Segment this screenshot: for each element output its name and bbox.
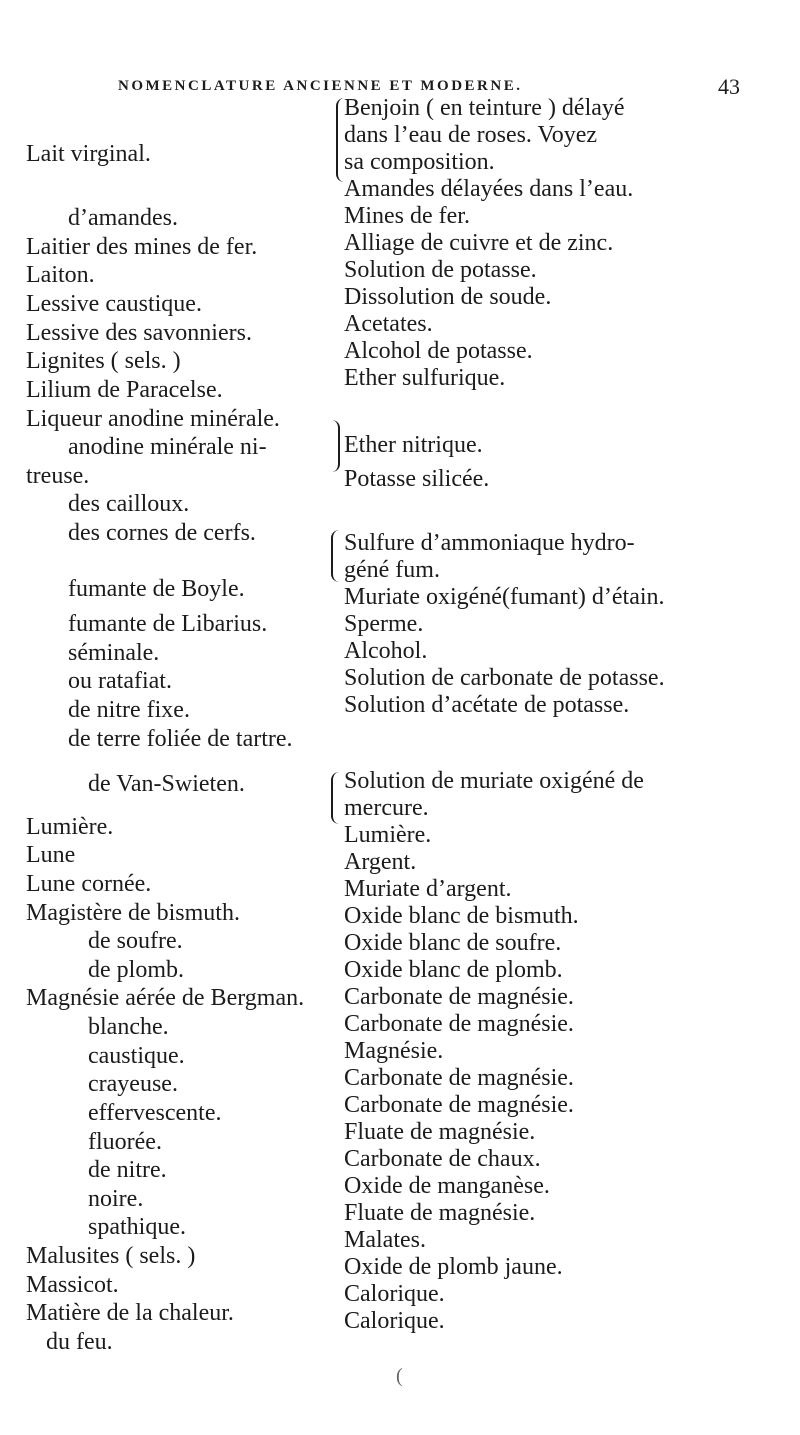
right-line: Potasse silicée. <box>344 466 490 492</box>
left-line: noire. <box>88 1186 144 1212</box>
right-line: Dissolution de soude. <box>344 284 552 310</box>
right-line: Malates. <box>344 1227 426 1253</box>
right-line: Alliage de cuivre et de zinc. <box>344 230 614 256</box>
right-line: Magnésie. <box>344 1038 444 1064</box>
left-line: Lessive des savonniers. <box>26 320 252 346</box>
right-line: Carbonate de magnésie. <box>344 984 574 1010</box>
right-line: Oxide blanc de plomb. <box>344 957 563 983</box>
right-line: Carbonate de magnésie. <box>344 1065 574 1091</box>
left-line: Magnésie aérée de Bergman. <box>26 985 305 1011</box>
right-line: Benjoin ( en teinture ) délayé <box>344 95 625 121</box>
left-line: Lune <box>26 842 76 868</box>
right-line: Muriate d’argent. <box>344 876 512 902</box>
left-line: séminale. <box>68 640 160 666</box>
right-line: Carbonate de magnésie. <box>344 1011 574 1037</box>
left-line: des cornes de cerfs. <box>68 520 256 546</box>
left-line: crayeuse. <box>88 1071 178 1097</box>
left-line: fumante de Boyle. <box>68 576 245 602</box>
right-line: dans l’eau de roses. Voyez <box>344 122 598 148</box>
right-line: Solution de muriate oxigéné de <box>344 768 644 794</box>
left-line: Laitier des mines de fer. <box>26 234 258 260</box>
right-line: Fluate de magnésie. <box>344 1200 536 1226</box>
left-line: spathique. <box>88 1214 186 1240</box>
right-line: Calorique. <box>344 1281 445 1307</box>
right-line: Ether nitrique. <box>344 432 483 458</box>
left-line: Massicot. <box>26 1272 119 1298</box>
left-line: de nitre. <box>88 1157 167 1183</box>
right-line: Fluate de magnésie. <box>344 1119 536 1145</box>
right-line: Acetates. <box>344 311 433 337</box>
right-line: Muriate oxigéné(fumant) d’étain. <box>344 584 665 610</box>
left-line: des cailloux. <box>68 491 190 517</box>
left-line: de plomb. <box>88 957 184 983</box>
brace-ether-nitrique <box>330 420 340 472</box>
left-line: ou ratafiat. <box>68 668 172 694</box>
left-line: fluorée. <box>88 1129 162 1155</box>
left-line: Lune cornée. <box>26 871 152 897</box>
left-line: effervescente. <box>88 1100 222 1126</box>
left-line: treuse. <box>26 463 90 489</box>
left-line: Lilium de Paracelse. <box>26 377 223 403</box>
stray-mark: ( <box>396 1365 403 1387</box>
left-line: Lumière. <box>26 814 114 840</box>
left-line: Magistère de bismuth. <box>26 900 240 926</box>
right-line: Calorique. <box>344 1308 445 1334</box>
left-line: de soufre. <box>88 928 183 954</box>
right-line: Oxide de plomb jaune. <box>344 1254 563 1280</box>
left-line: du feu. <box>46 1329 113 1355</box>
right-line: Oxide blanc de bismuth. <box>344 903 579 929</box>
running-header: NOMENCLATURE ANCIENNE ET MODERNE. <box>118 78 523 94</box>
left-line: de nitre fixe. <box>68 697 190 723</box>
right-line: Sperme. <box>344 611 424 637</box>
left-line: fumante de Libarius. <box>68 611 268 637</box>
right-line: Amandes délayées dans l’eau. <box>344 176 634 202</box>
right-line: mercure. <box>344 795 429 821</box>
right-line: Solution de potasse. <box>344 257 537 283</box>
right-line: sa composition. <box>344 149 495 175</box>
right-line: Solution de carbonate de potasse. <box>344 665 665 691</box>
brace-sulfure <box>331 530 341 582</box>
right-line: géné fum. <box>344 557 440 583</box>
right-line: Carbonate de magnésie. <box>344 1092 574 1118</box>
left-line: Matière de la chaleur. <box>26 1300 234 1326</box>
right-line: Solution d’acétate de potasse. <box>344 692 630 718</box>
right-line: Alcohol. <box>344 638 428 664</box>
left-line: d’amandes. <box>68 205 178 231</box>
left-line: Lessive caustique. <box>26 291 202 317</box>
left-line: de Van-Swieten. <box>88 771 245 797</box>
right-line: Alcohol de potasse. <box>344 338 533 364</box>
right-line: Argent. <box>344 849 417 875</box>
brace-muriate-mercure <box>331 772 341 824</box>
right-line: Mines de fer. <box>344 203 470 229</box>
left-line: de terre foliée de tartre. <box>68 726 293 752</box>
left-line: Lignites ( sels. ) <box>26 348 181 374</box>
left-line: Lait virginal. <box>26 141 151 167</box>
left-line: Malusites ( sels. ) <box>26 1243 196 1269</box>
left-line: Laiton. <box>26 262 95 288</box>
left-line: Liqueur anodine minérale. <box>26 406 280 432</box>
right-line: Carbonate de chaux. <box>344 1146 541 1172</box>
page-number: 43 <box>718 74 740 99</box>
right-line: Lumière. <box>344 822 432 848</box>
left-line: blanche. <box>88 1014 169 1040</box>
left-line: caustique. <box>88 1043 185 1069</box>
right-line: Oxide de manganèse. <box>344 1173 550 1199</box>
right-line: Oxide blanc de soufre. <box>344 930 562 956</box>
right-line: Sulfure d’ammoniaque hydro- <box>344 530 635 556</box>
right-line: Ether sulfurique. <box>344 365 506 391</box>
left-line: anodine minérale ni- <box>68 434 267 460</box>
